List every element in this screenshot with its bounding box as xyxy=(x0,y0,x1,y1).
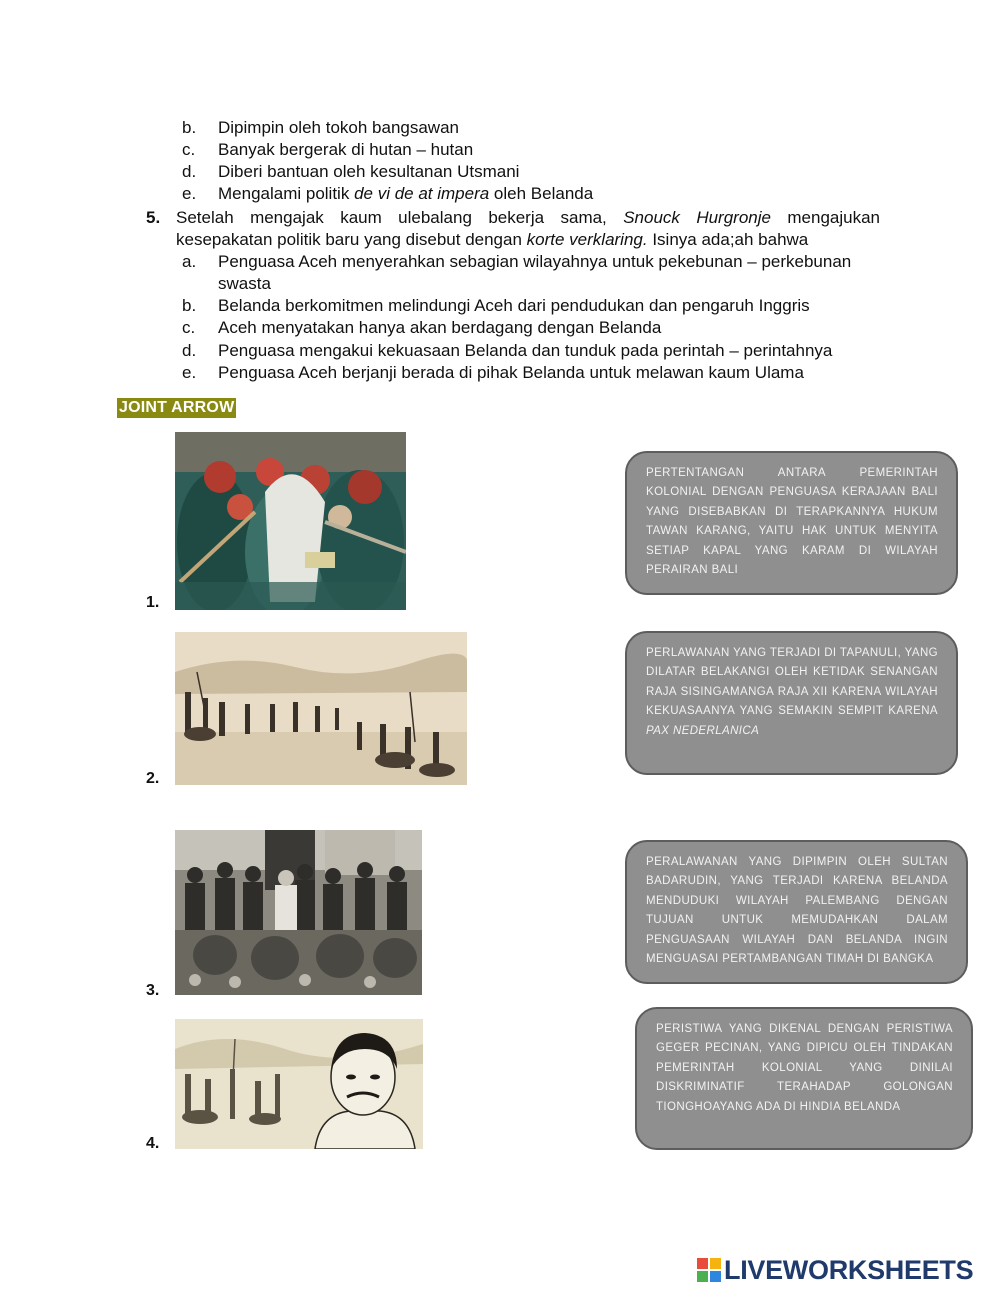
question-text-pre: Setelah mengajak kaum ulebalang bekerja sama, xyxy=(176,208,624,227)
option-text: Diberi bantuan oleh kesultanan Utsmani xyxy=(218,162,520,181)
option-text-italic: de vi de at impera xyxy=(354,184,490,203)
option-text: Dipimpin oleh tokoh bangsawan xyxy=(218,118,459,137)
item-number-2: 2. xyxy=(146,770,160,787)
option-letter: e. xyxy=(182,184,197,203)
option-text-continued: swasta xyxy=(218,274,271,293)
item-number-1: 1. xyxy=(146,594,160,611)
option-letter: d. xyxy=(182,162,197,181)
logo-tile xyxy=(710,1258,721,1269)
liveworksheets-logo xyxy=(697,1255,973,1285)
card-text: PERALAWANAN YANG DIPIMPIN OLEH SULTAN BADARUDIN, YANG TERJADI KARENA BELANDA MENDUDUKI WILAYAH PALEMBANG DENGAN TUJUAN UNTUK MEMUDAHKAN DALAM PENGUASAAN WILAYAH DAN BELANDA INGIN MENGUASAI PERTAMBANGAN TIMAH DI BANGKA xyxy=(646,856,948,966)
logo-tile xyxy=(697,1271,708,1282)
option-text: Penguasa mengakui kekuasaan Belanda dan tunduk pada perintah – perintahnya xyxy=(218,341,833,360)
option-text: Aceh menyatakan hanya akan berdagang dengan Belanda xyxy=(218,318,662,337)
question-text-post: mengajukan xyxy=(770,208,880,227)
card-text: PERISTIWA YANG DIKENAL DENGAN PERISTIWA GEGER PECINAN, YANG DIPICU OLEH TINDAKAN PEMERINTAH KOLONIAL YANG DINILAI DISKRIMINATIF TERAHADAP GOLONGAN TIONGHOAYANG ADA DI HINDIA BELANDA xyxy=(656,1023,953,1113)
question-text-pre: kesepakatan politik baru yang disebut dengan xyxy=(176,230,527,249)
logo-wordmark: LIVEWORKSHEETS xyxy=(724,1254,974,1285)
option-text-pre: Mengalami politik xyxy=(218,184,355,203)
card-text-italic: PAX NEDERLANICA xyxy=(646,724,760,737)
question-line-1 xyxy=(176,207,880,229)
option-text: Penguasa Aceh berjanji berada di pihak Belanda untuk melawan kaum Ulama xyxy=(218,363,804,382)
option-text: Belanda berkomitmen melindungi Aceh dari pendudukan dan pengaruh Inggris xyxy=(218,296,810,315)
card-text: PERTENTANGAN ANTARA PEMERINTAH KOLONIAL DENGAN PENGUASA KERAJAAN BALI YANG DISEBABKAN DI TERAPKANNYA HUKUM TAWAN KARANG, YAITU HAK UNTUK MENYITA SETIAP KAPAL YANG KARAM DI WILAYAH PERAIRAN BALI xyxy=(646,467,938,577)
option-text xyxy=(218,183,593,205)
logo-tiles-icon xyxy=(697,1258,721,1282)
logo-tile xyxy=(697,1258,708,1269)
option-letter: b. xyxy=(182,118,197,137)
option-text-post: oleh Belanda xyxy=(489,184,594,203)
option-letter: d. xyxy=(182,341,197,360)
item-number-3: 3. xyxy=(146,982,160,999)
option-letter: c. xyxy=(182,318,196,337)
logo-tile xyxy=(710,1271,721,1282)
question-text-italic: korte verklaring. xyxy=(526,230,648,249)
question-text-italic: Snouck Hurgronje xyxy=(623,208,771,227)
description-card-3[interactable] xyxy=(625,840,968,984)
item-number-4: 4. xyxy=(146,1135,160,1152)
option-letter: a. xyxy=(182,252,197,271)
question-line-2 xyxy=(176,229,808,251)
question-number: 5. xyxy=(146,208,161,227)
geger-pecinan-portrait-image[interactable] xyxy=(175,1019,423,1149)
option-text: Banyak bergerak di hutan – hutan xyxy=(218,140,474,159)
description-card-1[interactable] xyxy=(625,451,958,595)
option-letter: e. xyxy=(182,363,197,382)
question-text-post: Isinya ada;ah bahwa xyxy=(647,230,809,249)
section-title: JOINT ARROW xyxy=(119,399,235,416)
option-text: Penguasa Aceh menyerahkan sebagian wilayahnya untuk pekebunan – perkebunan xyxy=(218,252,852,271)
palembang-group-photo-image[interactable] xyxy=(175,830,422,995)
tapanuli-troops-sketch-image[interactable] xyxy=(175,632,467,785)
description-card-2[interactable] xyxy=(625,631,958,775)
card-text: PERLAWANAN YANG TERJADI DI TAPANULI, YANG DILATAR BELAKANGI OLEH KETIDAK SENANGAN RAJA SISINGAMANGA RAJA XII KARENA WILAYAH KEKUASAANYA YANG SEMAKIN SEMPIT KARENA xyxy=(646,647,938,718)
option-letter: c. xyxy=(182,140,196,159)
description-card-4[interactable] xyxy=(635,1007,973,1150)
option-letter: b. xyxy=(182,296,197,315)
bali-war-painting-image[interactable] xyxy=(175,432,406,610)
